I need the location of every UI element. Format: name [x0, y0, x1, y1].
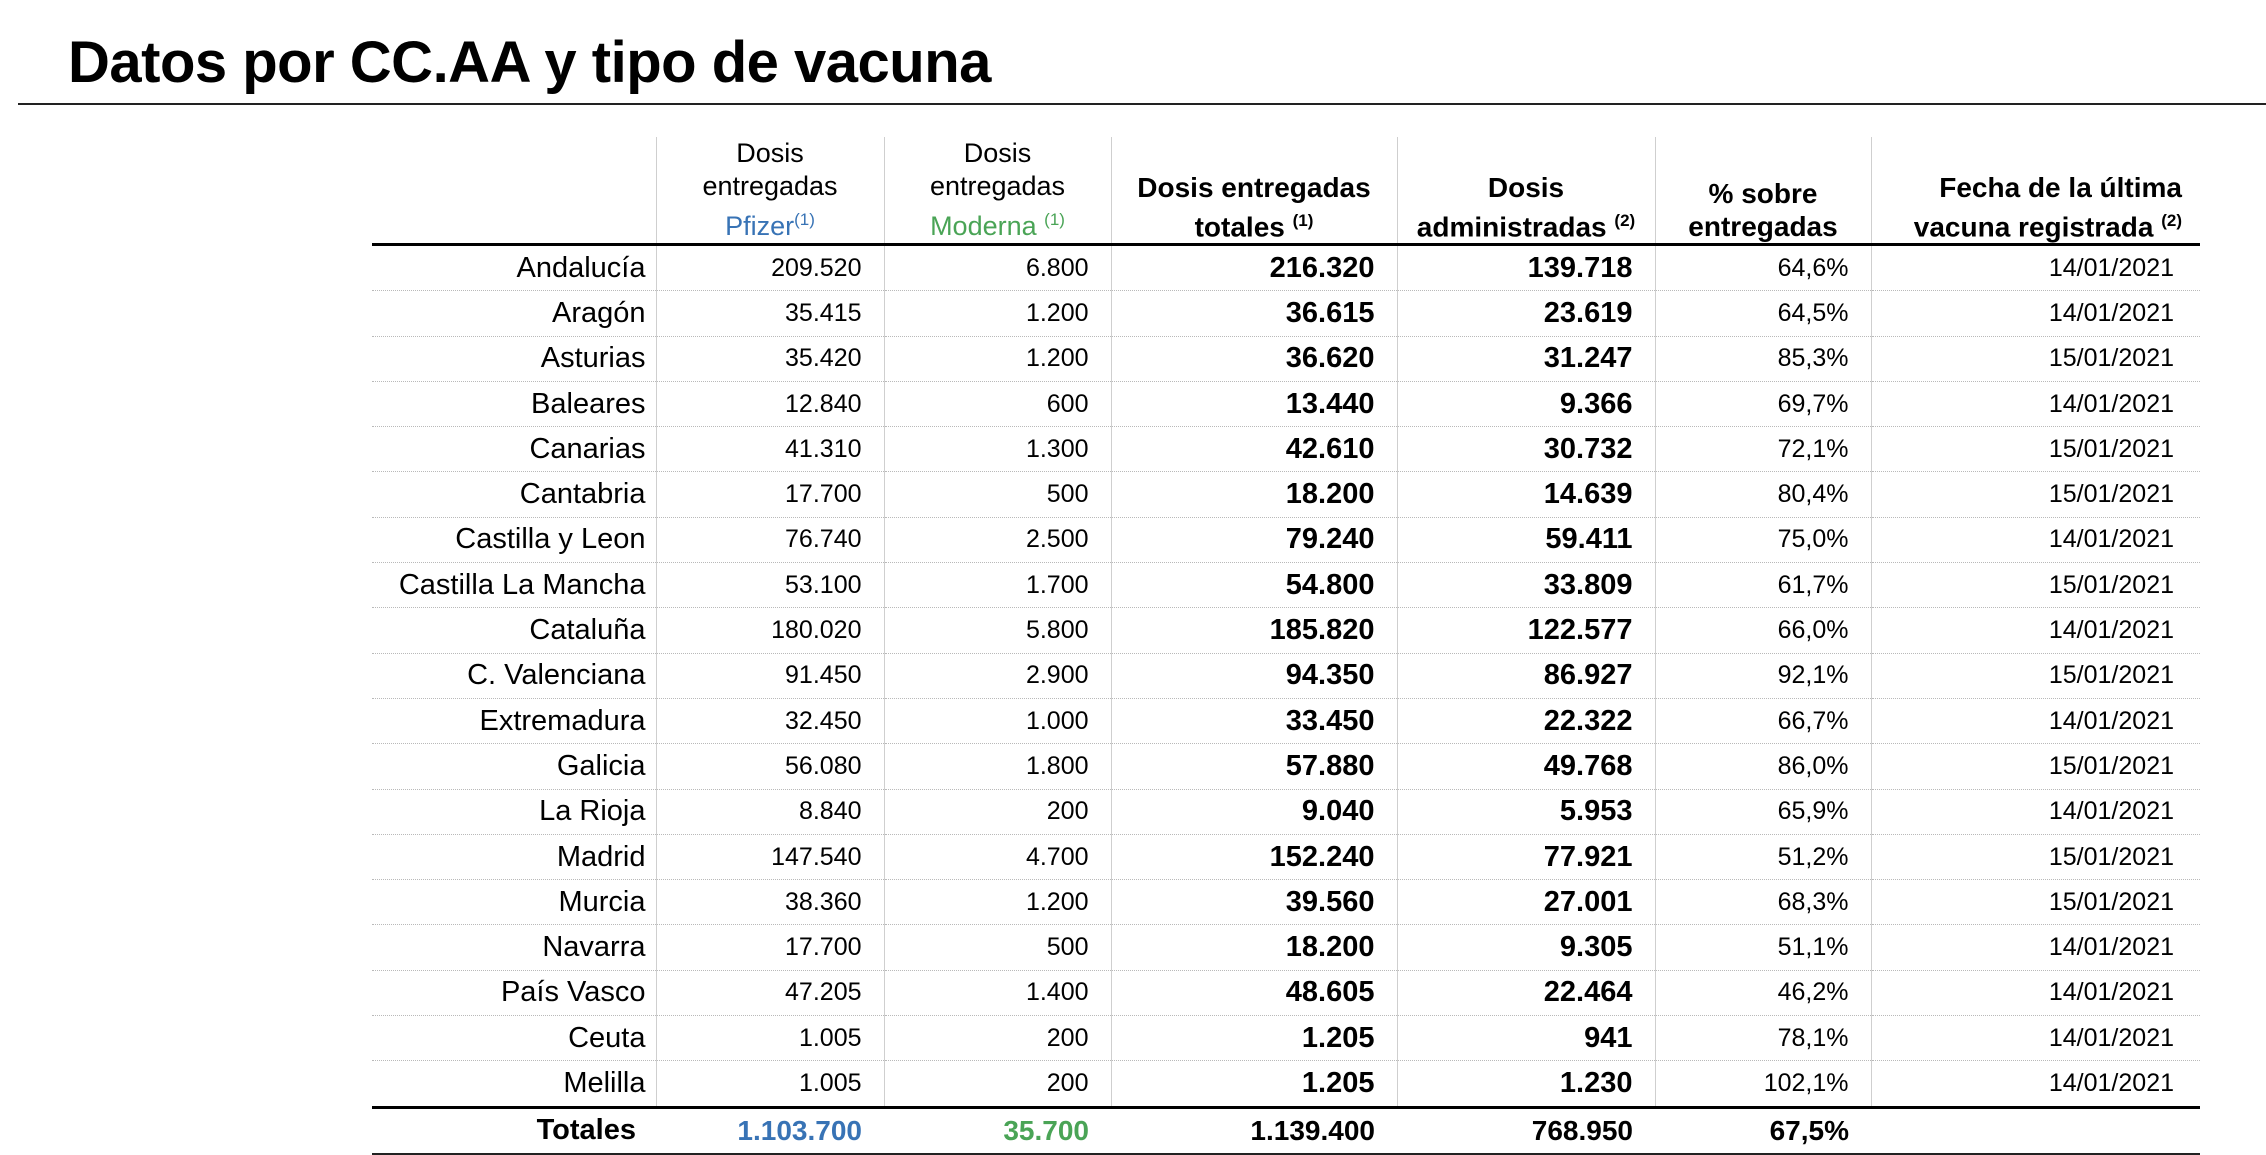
- cell-region: La Rioja: [372, 789, 656, 834]
- table-row: [372, 970, 2200, 1015]
- cell-moderna: 200: [884, 1061, 1111, 1107]
- cell-region: Galicia: [372, 744, 656, 789]
- cell-moderna: 200: [884, 1016, 1111, 1061]
- cell-pfizer: 35.415: [656, 291, 884, 336]
- cell-percent: 64,6%: [1655, 245, 1871, 291]
- cell-pfizer: 17.700: [656, 925, 884, 970]
- cell-pfizer: 1.005: [656, 1016, 884, 1061]
- cell-region: Extremadura: [372, 698, 656, 743]
- cell-pfizer: 32.450: [656, 698, 884, 743]
- cell-administered: 1.230: [1397, 1061, 1655, 1107]
- totals-percent: 67,5%: [1655, 1107, 1871, 1154]
- table-header-row: [372, 137, 2200, 245]
- cell-pfizer: 1.005: [656, 1061, 884, 1107]
- title-divider: [18, 103, 2266, 105]
- table-row: [372, 608, 2200, 653]
- cell-percent: 102,1%: [1655, 1061, 1871, 1107]
- cell-date: 14/01/2021: [1871, 381, 2200, 426]
- table-row: [372, 744, 2200, 789]
- cell-moderna: 200: [884, 789, 1111, 834]
- cell-moderna: 1.800: [884, 744, 1111, 789]
- cell-total: 185.820: [1111, 608, 1397, 653]
- cell-region: Castilla La Mancha: [372, 563, 656, 608]
- cell-moderna: 4.700: [884, 834, 1111, 879]
- totals-administered: 768.950: [1397, 1107, 1655, 1154]
- cell-region: País Vasco: [372, 970, 656, 1015]
- cell-administered: 22.464: [1397, 970, 1655, 1015]
- cell-percent: 92,1%: [1655, 653, 1871, 698]
- page-title: Datos por CC.AA y tipo de vacuna: [68, 30, 991, 95]
- cell-total: 13.440: [1111, 381, 1397, 426]
- header-moderna-line1: Dosis entregadas: [929, 138, 1066, 201]
- cell-administered: 59.411: [1397, 517, 1655, 562]
- cell-moderna: 500: [884, 472, 1111, 517]
- cell-percent: 46,2%: [1655, 970, 1871, 1015]
- cell-date: 15/01/2021: [1871, 880, 2200, 925]
- table-row: [372, 698, 2200, 743]
- cell-administered: 22.322: [1397, 698, 1655, 743]
- table-row: [372, 472, 2200, 517]
- cell-total: 216.320: [1111, 245, 1397, 291]
- cell-total: 39.560: [1111, 880, 1397, 925]
- cell-pfizer: 56.080: [656, 744, 884, 789]
- cell-region: Asturias: [372, 336, 656, 381]
- cell-date: 14/01/2021: [1871, 925, 2200, 970]
- totals-delivered: 1.139.400: [1111, 1107, 1397, 1154]
- cell-pfizer: 76.740: [656, 517, 884, 562]
- cell-administered: 77.921: [1397, 834, 1655, 879]
- cell-total: 18.200: [1111, 925, 1397, 970]
- cell-moderna: 1.400: [884, 970, 1111, 1015]
- cell-region: Andalucía: [372, 245, 656, 291]
- table-row: [372, 880, 2200, 925]
- cell-percent: 72,1%: [1655, 427, 1871, 472]
- header-administered: [1397, 137, 1655, 245]
- cell-moderna: 2.900: [884, 653, 1111, 698]
- cell-administered: 33.809: [1397, 563, 1655, 608]
- cell-percent: 75,0%: [1655, 517, 1871, 562]
- header-moderna: [884, 137, 1111, 245]
- cell-date: 14/01/2021: [1871, 608, 2200, 653]
- cell-total: 9.040: [1111, 789, 1397, 834]
- totals-moderna: 35.700: [884, 1107, 1111, 1154]
- header-last-date: [1871, 137, 2200, 245]
- cell-date: 15/01/2021: [1871, 744, 2200, 789]
- cell-administered: 86.927: [1397, 653, 1655, 698]
- cell-date: 15/01/2021: [1871, 472, 2200, 517]
- cell-region: Canarias: [372, 427, 656, 472]
- cell-total: 54.800: [1111, 563, 1397, 608]
- cell-percent: 64,5%: [1655, 291, 1871, 336]
- table-row: [372, 563, 2200, 608]
- cell-region: Aragón: [372, 291, 656, 336]
- header-date-line2: vacuna registrada: [1913, 211, 2154, 242]
- header-admin-line1: Dosis: [1487, 171, 1565, 203]
- header-pfizer-line1: Dosis entregadas: [702, 138, 838, 201]
- totals-label: Totales: [372, 1107, 656, 1154]
- cell-percent: 78,1%: [1655, 1016, 1871, 1061]
- cell-pfizer: 38.360: [656, 880, 884, 925]
- header-date-note: (2): [2161, 210, 2182, 230]
- header-pfizer-line2: Pfizer: [725, 211, 795, 241]
- cell-date: 14/01/2021: [1871, 291, 2200, 336]
- cell-date: 15/01/2021: [1871, 563, 2200, 608]
- header-admin-note: (2): [1614, 210, 1636, 230]
- cell-total: 94.350: [1111, 653, 1397, 698]
- cell-pfizer: 8.840: [656, 789, 884, 834]
- cell-pfizer: 180.020: [656, 608, 884, 653]
- cell-total: 1.205: [1111, 1061, 1397, 1107]
- cell-administered: 30.732: [1397, 427, 1655, 472]
- cell-total: 18.200: [1111, 472, 1397, 517]
- cell-pfizer: 12.840: [656, 381, 884, 426]
- cell-total: 1.205: [1111, 1016, 1397, 1061]
- header-percent: [1655, 137, 1871, 245]
- cell-total: 48.605: [1111, 970, 1397, 1015]
- cell-percent: 51,1%: [1655, 925, 1871, 970]
- table-row: [372, 789, 2200, 834]
- table-row: [372, 381, 2200, 426]
- cell-pfizer: 47.205: [656, 970, 884, 1015]
- cell-region: Cataluña: [372, 608, 656, 653]
- cell-region: Murcia: [372, 880, 656, 925]
- table-row: [372, 1016, 2200, 1061]
- cell-administered: 14.639: [1397, 472, 1655, 517]
- cell-percent: 86,0%: [1655, 744, 1871, 789]
- header-admin-line2: administradas: [1416, 211, 1607, 242]
- table-row: [372, 653, 2200, 698]
- header-moderna-note: (1): [1044, 210, 1065, 229]
- cell-date: 14/01/2021: [1871, 1061, 2200, 1107]
- cell-total: 42.610: [1111, 427, 1397, 472]
- cell-date: 15/01/2021: [1871, 427, 2200, 472]
- cell-date: 14/01/2021: [1871, 970, 2200, 1015]
- cell-pfizer: 147.540: [656, 834, 884, 879]
- cell-date: 14/01/2021: [1871, 245, 2200, 291]
- cell-percent: 66,7%: [1655, 698, 1871, 743]
- table-row: [372, 427, 2200, 472]
- table-row: [372, 245, 2200, 291]
- cell-percent: 61,7%: [1655, 563, 1871, 608]
- header-moderna-line2: Moderna: [930, 211, 1037, 241]
- cell-pfizer: 41.310: [656, 427, 884, 472]
- cell-moderna: 5.800: [884, 608, 1111, 653]
- header-pct-line2: entregadas: [1688, 211, 1838, 242]
- cell-moderna: 1.200: [884, 880, 1111, 925]
- cell-administered: 49.768: [1397, 744, 1655, 789]
- cell-region: Melilla: [372, 1061, 656, 1107]
- cell-moderna: 500: [884, 925, 1111, 970]
- cell-moderna: 600: [884, 381, 1111, 426]
- cell-moderna: 2.500: [884, 517, 1111, 562]
- cell-percent: 51,2%: [1655, 834, 1871, 879]
- table-row: [372, 291, 2200, 336]
- cell-total: 36.615: [1111, 291, 1397, 336]
- cell-date: 14/01/2021: [1871, 517, 2200, 562]
- cell-date: 15/01/2021: [1871, 834, 2200, 879]
- cell-pfizer: 35.420: [656, 336, 884, 381]
- cell-percent: 65,9%: [1655, 789, 1871, 834]
- cell-administered: 9.305: [1397, 925, 1655, 970]
- cell-percent: 69,7%: [1655, 381, 1871, 426]
- cell-moderna: 1.700: [884, 563, 1111, 608]
- cell-moderna: 6.800: [884, 245, 1111, 291]
- cell-date: 14/01/2021: [1871, 789, 2200, 834]
- cell-moderna: 1.000: [884, 698, 1111, 743]
- cell-region: Ceuta: [372, 1016, 656, 1061]
- cell-region: Baleares: [372, 381, 656, 426]
- cell-moderna: 1.300: [884, 427, 1111, 472]
- cell-administered: 23.619: [1397, 291, 1655, 336]
- cell-moderna: 1.200: [884, 291, 1111, 336]
- cell-date: 15/01/2021: [1871, 336, 2200, 381]
- cell-administered: 139.718: [1397, 245, 1655, 291]
- table-body: [372, 245, 2200, 1108]
- cell-pfizer: 91.450: [656, 653, 884, 698]
- header-pfizer-note: (1): [794, 210, 815, 229]
- cell-administered: 941: [1397, 1016, 1655, 1061]
- cell-region: Cantabria: [372, 472, 656, 517]
- cell-region: C. Valenciana: [372, 653, 656, 698]
- header-total-line1: Dosis entregadas: [1137, 171, 1371, 203]
- cell-administered: 5.953: [1397, 789, 1655, 834]
- cell-moderna: 1.200: [884, 336, 1111, 381]
- cell-administered: 9.366: [1397, 381, 1655, 426]
- cell-pfizer: 209.520: [656, 245, 884, 291]
- header-pct-line1: % sobre: [1708, 178, 1818, 209]
- table-row: [372, 1061, 2200, 1107]
- header-total-note: (1): [1292, 210, 1314, 230]
- cell-region: Madrid: [372, 834, 656, 879]
- cell-date: 14/01/2021: [1871, 698, 2200, 743]
- cell-date: 14/01/2021: [1871, 1016, 2200, 1061]
- totals-date: [1871, 1107, 2200, 1154]
- cell-pfizer: 53.100: [656, 563, 884, 608]
- cell-total: 57.880: [1111, 744, 1397, 789]
- table-row: [372, 925, 2200, 970]
- cell-date: 15/01/2021: [1871, 653, 2200, 698]
- cell-total: 152.240: [1111, 834, 1397, 879]
- cell-pfizer: 17.700: [656, 472, 884, 517]
- table-row: [372, 336, 2200, 381]
- header-total: [1111, 137, 1397, 245]
- cell-total: 79.240: [1111, 517, 1397, 562]
- cell-total: 33.450: [1111, 698, 1397, 743]
- table-row: [372, 517, 2200, 562]
- header-region: [372, 137, 656, 245]
- totals-pfizer: 1.103.700: [656, 1107, 884, 1154]
- cell-percent: 85,3%: [1655, 336, 1871, 381]
- table-row: [372, 834, 2200, 879]
- header-date-line1: Fecha de la última: [1939, 171, 2182, 203]
- cell-administered: 122.577: [1397, 608, 1655, 653]
- cell-administered: 31.247: [1397, 336, 1655, 381]
- cell-region: Castilla y Leon: [372, 517, 656, 562]
- cell-percent: 66,0%: [1655, 608, 1871, 653]
- cell-administered: 27.001: [1397, 880, 1655, 925]
- cell-region: Navarra: [372, 925, 656, 970]
- cell-total: 36.620: [1111, 336, 1397, 381]
- header-total-line2: totales: [1194, 211, 1285, 242]
- totals-row: [372, 1107, 2200, 1154]
- header-pfizer: [656, 137, 884, 245]
- cell-percent: 80,4%: [1655, 472, 1871, 517]
- cell-percent: 68,3%: [1655, 880, 1871, 925]
- vaccine-data-table: [372, 137, 2200, 1155]
